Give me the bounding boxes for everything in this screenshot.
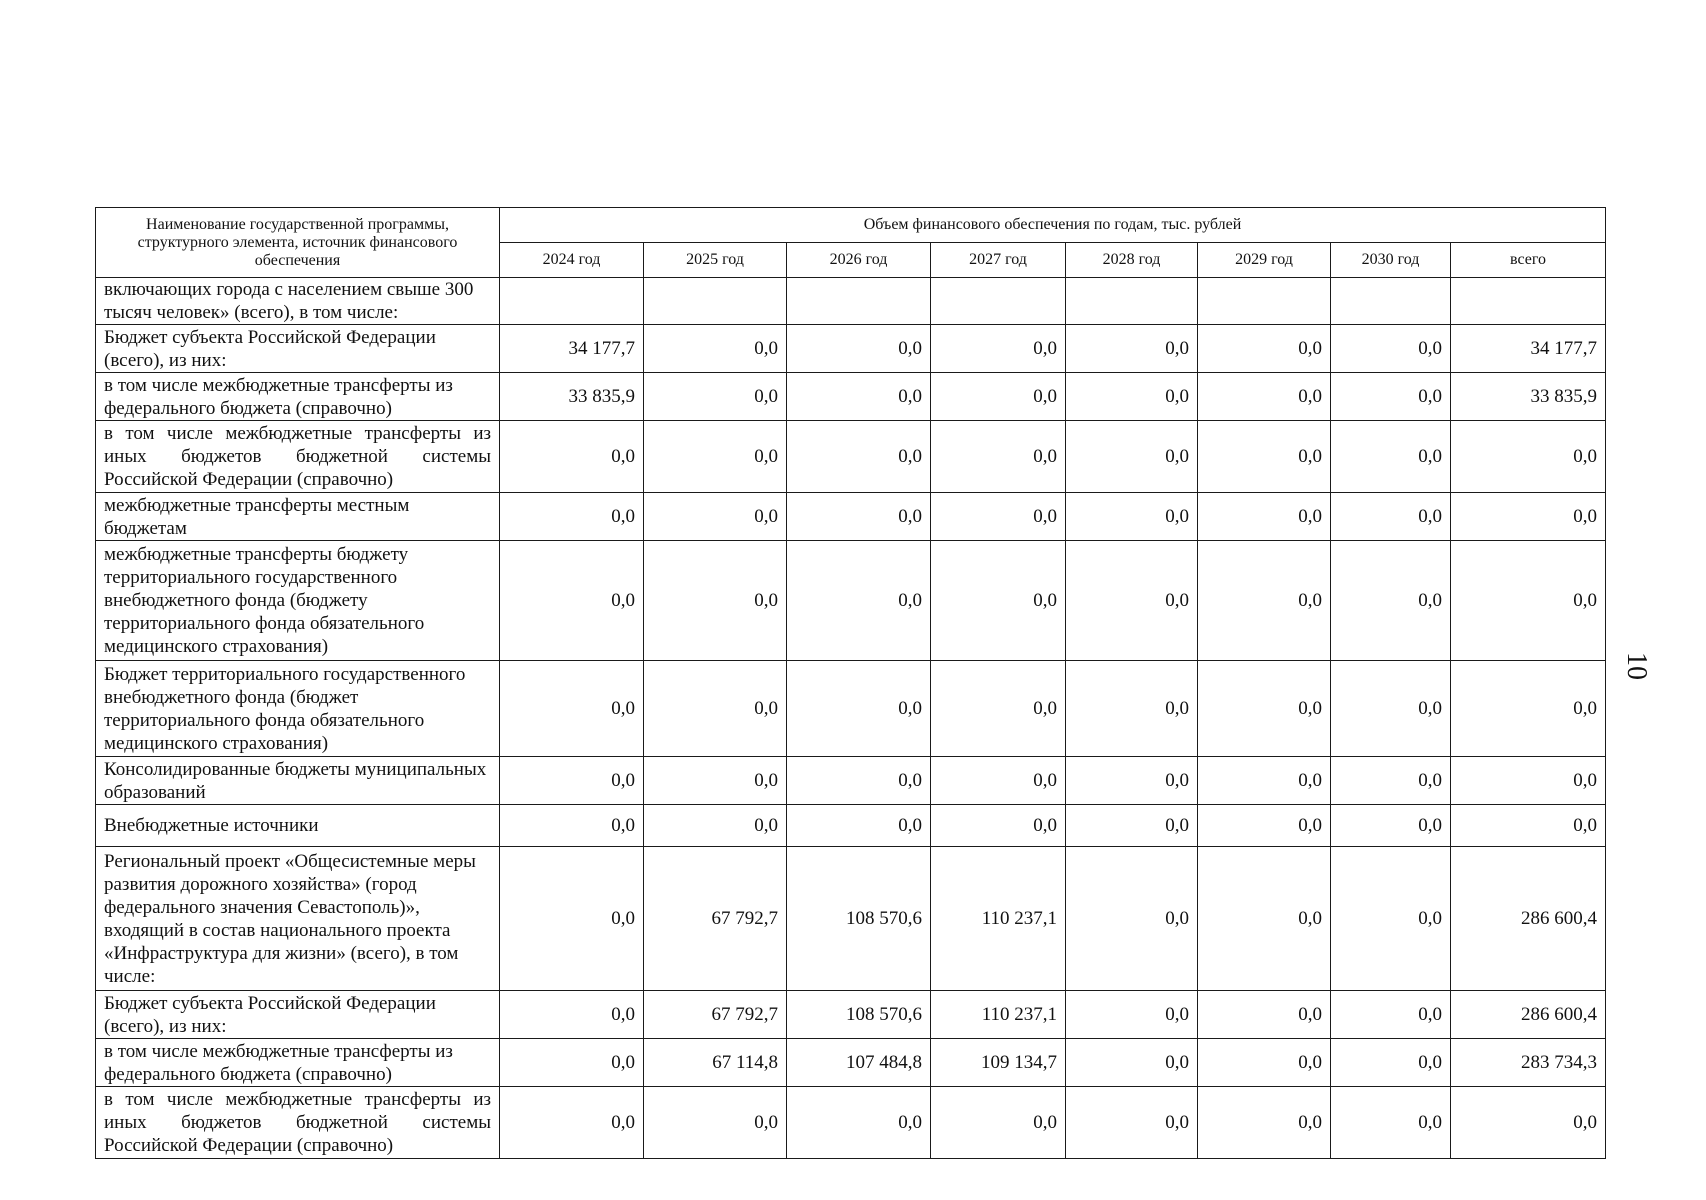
value-cell: 0,0 [931,805,1066,847]
value-cell: 0,0 [644,493,787,541]
table-row [96,373,1606,421]
table-row [96,421,1606,493]
total-cell [1451,278,1606,325]
year-header: 2030 год [1331,243,1451,278]
value-cell: 0,0 [644,421,787,493]
value-cell: 0,0 [787,805,931,847]
value-cell: 0,0 [1331,661,1451,757]
value-cell [500,278,644,325]
table-row [96,1039,1606,1087]
row-label: Бюджет субъекта Российской Федерации (всего), из них: [96,325,500,373]
value-cell: 0,0 [931,1087,1066,1159]
value-cell: 0,0 [931,541,1066,661]
value-cell: 0,0 [787,757,931,805]
total-cell: 0,0 [1451,541,1606,661]
total-cell: 0,0 [1451,421,1606,493]
table-row [96,541,1606,661]
value-cell: 0,0 [500,805,644,847]
name-column-header: Наименование государственной программы, структурного элемента, источник финансового обеспечения [96,208,500,278]
value-cell: 34 177,7 [500,325,644,373]
value-cell: 0,0 [1066,1087,1198,1159]
row-label: Бюджет субъекта Российской Федерации (всего), из них: [96,991,500,1039]
table-row [96,278,1606,325]
value-cell: 0,0 [1066,661,1198,757]
value-cell: 110 237,1 [931,991,1066,1039]
total-cell: 0,0 [1451,1087,1606,1159]
value-cell: 0,0 [787,493,931,541]
value-cell: 0,0 [931,757,1066,805]
total-cell: 0,0 [1451,493,1606,541]
total-cell: 33 835,9 [1451,373,1606,421]
table-row [96,493,1606,541]
value-cell: 0,0 [500,1039,644,1087]
value-cell: 0,0 [500,541,644,661]
value-cell: 0,0 [1198,493,1331,541]
row-label: межбюджетные трансферты бюджету территориального государственного внебюджетного фонда (бюджету территориального фонда обязательного медицинского страхования) [96,541,500,661]
value-cell: 0,0 [1198,991,1331,1039]
value-cell: 0,0 [931,493,1066,541]
value-cell: 0,0 [1066,493,1198,541]
table-row [96,757,1606,805]
value-cell: 0,0 [1066,373,1198,421]
year-header: 2025 год [644,243,787,278]
total-cell: 286 600,4 [1451,847,1606,991]
value-cell: 0,0 [1331,805,1451,847]
table-body [96,278,1606,1159]
value-cell: 0,0 [644,757,787,805]
value-cell [931,278,1066,325]
total-cell: 0,0 [1451,661,1606,757]
value-cell: 33 835,9 [500,373,644,421]
year-header: 2027 год [931,243,1066,278]
value-cell: 0,0 [500,661,644,757]
value-cell: 0,0 [1331,373,1451,421]
total-cell: 283 734,3 [1451,1039,1606,1087]
total-cell: 0,0 [1451,805,1606,847]
page-number: 10 [1621,652,1652,680]
table-row [96,1087,1606,1159]
row-label: Внебюджетные источники [96,805,500,847]
value-cell: 0,0 [1066,757,1198,805]
table-row [96,325,1606,373]
value-cell: 0,0 [1198,661,1331,757]
value-cell: 0,0 [1331,325,1451,373]
value-cell: 0,0 [931,373,1066,421]
value-cell: 0,0 [1198,421,1331,493]
value-cell: 0,0 [1331,1039,1451,1087]
value-cell: 0,0 [1331,1087,1451,1159]
total-cell: 0,0 [1451,757,1606,805]
value-cell: 0,0 [1331,757,1451,805]
value-cell: 0,0 [1198,373,1331,421]
value-cell: 0,0 [931,421,1066,493]
value-cell: 108 570,6 [787,991,931,1039]
value-cell: 109 134,7 [931,1039,1066,1087]
row-label: в том числе межбюджетные трансферты из иных бюджетов бюджетной системы Российской Федерации (справочно) [96,421,500,493]
value-cell: 0,0 [787,541,931,661]
table-row [96,847,1606,991]
value-cell: 0,0 [1066,847,1198,991]
value-cell: 0,0 [787,373,931,421]
value-cell: 0,0 [787,661,931,757]
value-cell: 0,0 [787,421,931,493]
value-cell: 0,0 [1066,421,1198,493]
value-cell: 0,0 [500,493,644,541]
value-cell: 0,0 [644,805,787,847]
value-cell: 0,0 [1066,1039,1198,1087]
value-cell: 0,0 [644,1087,787,1159]
row-label: включающих города с населением свыше 300 тысяч человек» (всего), в том числе: [96,278,500,325]
value-cell: 0,0 [644,325,787,373]
row-label: Бюджет территориального государственного внебюджетного фонда (бюджет территориального фонда обязательного медицинского страхования) [96,661,500,757]
row-label: в том числе межбюджетные трансферты из федерального бюджета (справочно) [96,373,500,421]
row-label: Региональный проект «Общесистемные меры развития дорожного хозяйства» (город федерального значения Севастополь)», входящий в состав национального проекта «Инфраструктура для жизни» (всего), в том числе: [96,847,500,991]
header-row-group [96,208,1606,243]
value-cell [1198,278,1331,325]
value-cell [1331,278,1451,325]
funding-group-header: Объем финансового обеспечения по годам, тыс. рублей [500,208,1606,243]
value-cell: 108 570,6 [787,847,931,991]
value-cell: 0,0 [787,325,931,373]
year-header: 2024 год [500,243,644,278]
total-cell: 286 600,4 [1451,991,1606,1039]
value-cell [644,278,787,325]
value-cell: 0,0 [1331,421,1451,493]
year-header: 2028 год [1066,243,1198,278]
value-cell: 0,0 [1331,991,1451,1039]
value-cell: 0,0 [500,991,644,1039]
value-cell: 0,0 [1066,541,1198,661]
year-header: 2029 год [1198,243,1331,278]
value-cell: 0,0 [500,421,644,493]
table-row [96,661,1606,757]
value-cell: 67 792,7 [644,991,787,1039]
year-header: 2026 год [787,243,931,278]
value-cell: 0,0 [1066,991,1198,1039]
row-label: в том числе межбюджетные трансферты из иных бюджетов бюджетной системы Российской Федерации (справочно) [96,1087,500,1159]
row-label: Консолидированные бюджеты муниципальных образований [96,757,500,805]
total-header: всего [1451,243,1606,278]
financing-table [95,207,1606,1159]
value-cell: 0,0 [1331,847,1451,991]
value-cell: 0,0 [1331,493,1451,541]
value-cell: 0,0 [644,373,787,421]
value-cell: 67 792,7 [644,847,787,991]
value-cell: 0,0 [1198,325,1331,373]
total-cell: 34 177,7 [1451,325,1606,373]
value-cell: 0,0 [500,1087,644,1159]
value-cell: 0,0 [500,847,644,991]
table-row [96,991,1606,1039]
value-cell: 0,0 [1198,757,1331,805]
value-cell: 0,0 [931,325,1066,373]
value-cell: 0,0 [1066,805,1198,847]
value-cell: 110 237,1 [931,847,1066,991]
value-cell: 0,0 [1198,541,1331,661]
value-cell: 67 114,8 [644,1039,787,1087]
value-cell: 0,0 [787,1087,931,1159]
value-cell: 0,0 [1198,1087,1331,1159]
value-cell: 0,0 [1198,1039,1331,1087]
value-cell: 0,0 [644,541,787,661]
value-cell [1066,278,1198,325]
value-cell: 0,0 [1331,541,1451,661]
value-cell: 0,0 [500,757,644,805]
value-cell: 0,0 [1198,805,1331,847]
row-label: межбюджетные трансферты местным бюджетам [96,493,500,541]
table-header [96,208,1606,278]
table-row [96,805,1606,847]
row-label: в том числе межбюджетные трансферты из федерального бюджета (справочно) [96,1039,500,1087]
value-cell: 0,0 [931,661,1066,757]
value-cell [787,278,931,325]
value-cell: 0,0 [644,661,787,757]
value-cell: 0,0 [1066,325,1198,373]
value-cell: 0,0 [1198,847,1331,991]
value-cell: 107 484,8 [787,1039,931,1087]
